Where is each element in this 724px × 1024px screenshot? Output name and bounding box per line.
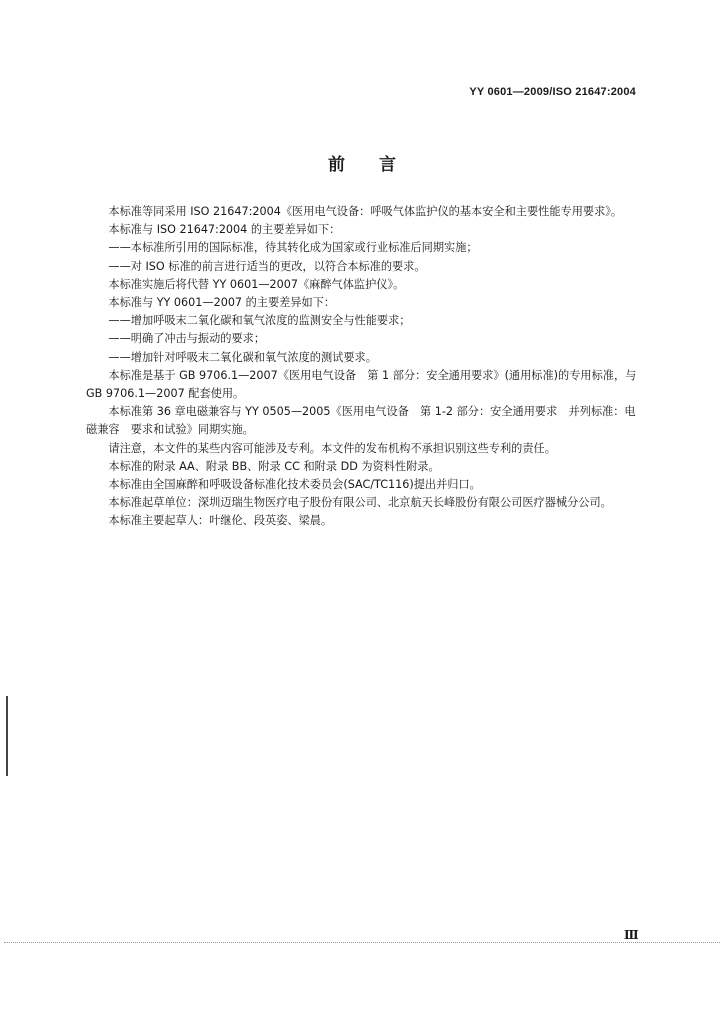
paragraph: 本标准实施后将代替 YY 0601—2007《麻醉气体监护仪》。 — [108, 277, 405, 291]
paragraph: 本标准的附录 AA、附录 BB、附录 CC 和附录 DD 为资料性附录。 — [108, 459, 440, 473]
paragraph: 请注意，本文件的某些内容可能涉及专利。本文件的发布机构不承担识别这些专利的责任。 — [108, 441, 556, 455]
list-item: ——增加呼吸末二氧化碳和氧气浓度的监测安全与性能要求； — [108, 314, 411, 328]
standard-code: YY 0601—2009/ISO 21647:2004 — [469, 86, 636, 98]
paragraph: 本标准第 36 章电磁兼容与 YY 0505—2005《医用电气设备 第 1-2 部分：安全通用要求 并列标准：电磁兼容 要求和试验》同期实施。 — [86, 405, 636, 437]
page-number: Ⅲ — [624, 928, 639, 942]
paragraph: 本标准主要起草人：叶继伦、段英姿、梁晨。 — [108, 514, 333, 528]
paragraph: 本标准与 YY 0601—2007 的主要差异如下： — [108, 296, 336, 310]
list-item: ——本标准所引用的国际标准，待其转化成为国家或行业标准后同期实施； — [108, 241, 478, 255]
list-item: ——明确了冲击与振动的要求； — [108, 332, 266, 346]
list-item: ——对 ISO 标准的前言进行适当的更改，以符合本标准的要求。 — [108, 259, 426, 273]
scan-edge-mark — [6, 696, 8, 776]
list-item: ——增加针对呼吸末二氧化碳和氧气浓度的测试要求。 — [108, 350, 377, 364]
footer-divider — [4, 942, 720, 943]
foreword-body — [86, 203, 642, 531]
paragraph: 本标准起草单位：深圳迈瑞生物医疗电子股份有限公司、北京航天长峰股份有限公司医疗器械分公司。 — [108, 496, 612, 510]
page-title: 前 言 — [328, 155, 396, 175]
paragraph: 本标准等同采用 ISO 21647:2004《医用电气设备：呼吸气体监护仪的基本安全和主要性能专用要求》。 — [108, 205, 623, 218]
paragraph: 本标准是基于 GB 9706.1—2007《医用电气设备 第 1 部分：安全通用要求》(通用标准)的专用标准，与 GB 9706.1—2007 配套使用。 — [86, 368, 637, 401]
paragraph: 本标准与 ISO 21647:2004 的主要差异如下： — [108, 223, 341, 237]
paragraph: 本标准由全国麻醉和呼吸设备标准化技术委员会(SAC/TC116)提出并归口。 — [108, 478, 481, 492]
